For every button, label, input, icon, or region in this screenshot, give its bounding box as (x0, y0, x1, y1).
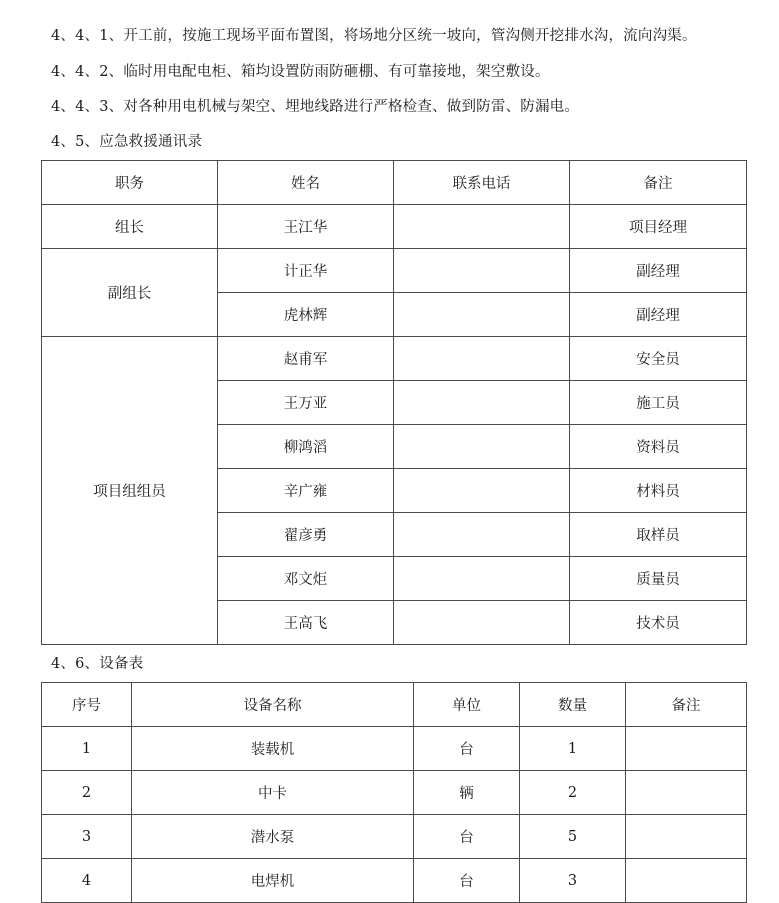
header-cell: 备注 (626, 683, 747, 727)
note-cell: 技术员 (570, 601, 747, 645)
quantity-cell: 3 (520, 859, 626, 903)
unit-cell: 台 (414, 727, 520, 771)
name-cell: 邓文炬 (218, 557, 394, 601)
equipment-name-cell: 装载机 (132, 727, 414, 771)
note-cell: 资料员 (570, 425, 747, 469)
header-cell: 单位 (414, 683, 520, 727)
equipment-name-cell: 中卡 (132, 771, 414, 815)
number-cell: 4 (42, 859, 132, 903)
role-cell: 项目组组员 (42, 337, 218, 645)
table-row (42, 727, 747, 771)
header-cell: 设备名称 (132, 683, 414, 727)
quantity-cell: 5 (520, 815, 626, 859)
equipment-name-cell: 潜水泵 (132, 815, 414, 859)
name-cell: 计正华 (218, 249, 394, 293)
equipment-table (41, 682, 747, 903)
header-cell: 序号 (42, 683, 132, 727)
note-cell: 施工员 (570, 381, 747, 425)
header-cell: 数量 (520, 683, 626, 727)
emergency-contacts-table (41, 160, 747, 645)
unit-cell: 台 (414, 815, 520, 859)
phone-cell (394, 557, 570, 601)
unit-cell: 台 (414, 859, 520, 903)
phone-cell (394, 513, 570, 557)
name-cell: 王江华 (218, 205, 394, 249)
note-cell (626, 727, 747, 771)
table-row (42, 337, 747, 381)
note-cell: 副经理 (570, 293, 747, 337)
header-cell: 职务 (42, 161, 218, 205)
note-cell (626, 771, 747, 815)
number-cell: 2 (42, 771, 132, 815)
table-row (42, 205, 747, 249)
header-cell: 姓名 (218, 161, 394, 205)
note-cell: 项目经理 (570, 205, 747, 249)
unit-cell: 辆 (414, 771, 520, 815)
note-cell: 材料员 (570, 469, 747, 513)
phone-cell (394, 601, 570, 645)
note-cell: 副经理 (570, 249, 747, 293)
note-cell (626, 815, 747, 859)
phone-cell (394, 469, 570, 513)
table-header-row (42, 683, 747, 727)
name-cell: 翟彦勇 (218, 513, 394, 557)
table-row (42, 771, 747, 815)
phone-cell (394, 205, 570, 249)
role-cell: 副组长 (42, 249, 218, 337)
header-cell: 联系电话 (394, 161, 570, 205)
paragraph-4-4-1: 4、4、1、开工前，按施工现场平面布置图，将场地分区统一坡向，管沟侧开挖排水沟，流向沟渠。 (51, 28, 697, 44)
phone-cell (394, 425, 570, 469)
table-row (42, 249, 747, 293)
number-cell: 3 (42, 815, 132, 859)
phone-cell (394, 249, 570, 293)
phone-cell (394, 337, 570, 381)
phone-cell (394, 381, 570, 425)
number-cell: 1 (42, 727, 132, 771)
name-cell: 王高飞 (218, 601, 394, 645)
contacts-section-title: 4、5、应急救援通讯录 (51, 134, 203, 150)
table-header-row (42, 161, 747, 205)
phone-cell (394, 293, 570, 337)
equipment-section-title: 4、6、设备表 (51, 656, 144, 672)
note-cell: 质量员 (570, 557, 747, 601)
paragraph-4-4-2: 4、4、2、临时用电配电柜、箱均设置防雨防砸棚、有可靠接地，架空敷设。 (51, 64, 550, 80)
note-cell: 取样员 (570, 513, 747, 557)
role-cell: 组长 (42, 205, 218, 249)
equipment-name-cell: 电焊机 (132, 859, 414, 903)
name-cell: 王万亚 (218, 381, 394, 425)
quantity-cell: 2 (520, 771, 626, 815)
name-cell: 虎林辉 (218, 293, 394, 337)
name-cell: 柳鸿滔 (218, 425, 394, 469)
table-row (42, 815, 747, 859)
name-cell: 辛广雍 (218, 469, 394, 513)
name-cell: 赵甫军 (218, 337, 394, 381)
header-cell: 备注 (570, 161, 747, 205)
quantity-cell: 1 (520, 727, 626, 771)
note-cell: 安全员 (570, 337, 747, 381)
paragraph-4-4-3: 4、4、3、对各种用电机械与架空、埋地线路进行严格检查、做到防雷、防漏电。 (51, 99, 580, 115)
